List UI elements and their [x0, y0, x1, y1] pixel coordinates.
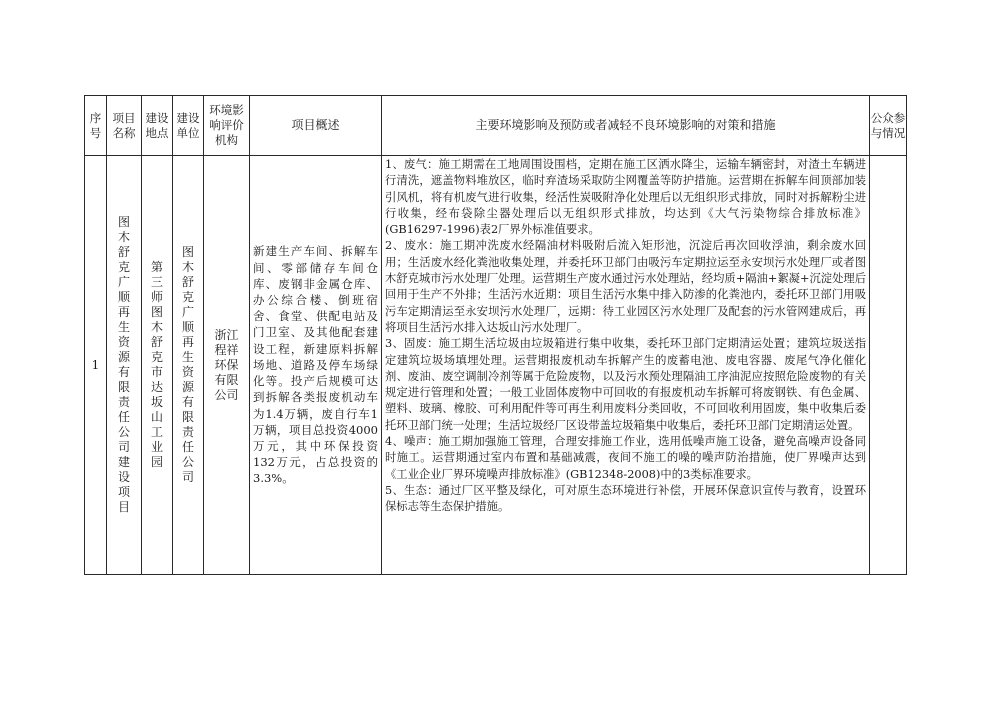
cell-measures	[382, 156, 870, 575]
header-public: 公众参与情况	[870, 96, 907, 156]
header-builder: 建设单位	[173, 96, 204, 156]
header-index: 序号	[85, 96, 107, 156]
eia-agency-text: 浙江程祥环保有限公司	[214, 327, 239, 402]
measure-noise: 4、噪声：施工期加强施工管理，合理安排施工作业，选用低噪声施工设备，避免高噪声设备同时施工。运营期通过室内布置和基础减震，夜间不施工的噪的噪声防治措施，使厂界噪声达到《工业企业厂界环境噪声排放标准》(GB12348-2008)中的3类标准要求。	[385, 435, 866, 481]
cell-eia-agency	[204, 156, 250, 575]
measure-ecology: 5、生态：通过厂区平整及绿化，可对原生态环境进行补偿，开展环保意识宣传与教育，设置环保标志等生态保护措施。	[385, 483, 866, 514]
eia-table	[84, 95, 907, 575]
header-overview: 项目概述	[250, 96, 382, 156]
measure-air: 1、废气：施工期需在工地周围设围档，定期在施工区洒水降尘，运输车辆密封，对渣土车辆进行清洗，遮盖物料堆放区，临时弃渣场采取防尘网覆盖等防护措施。运营期在拆解车间顶部加装引风机，将有机废气进行收集，经活性炭吸附净化处理后以无组织形式排放，同时对拆解粉尘进行收集，经布袋除尘器处理后以无组织形式排放，均达到《大气污染物综合排放标准》(GB16297-1996)表2厂界外标准值要求。	[385, 158, 866, 237]
builder-text: 图木舒克广顺再生资源有限责任公司	[181, 245, 194, 484]
table-row	[85, 156, 907, 575]
header-project-name: 项目名称	[107, 96, 142, 156]
cell-public	[870, 156, 907, 575]
project-name-text: 图木舒克广顺再生资源有限责任公司建设项目	[117, 215, 130, 514]
measure-water: 2、废水：施工期冲洗废水经隔油材料吸附后流入矩形池，沉淀后再次回收浮油，剩余废水回用；生活废水经化粪池收集处理，并委托环卫部门由吸污车定期拉运至永安坝污水处理厂或者图木舒克城市污水处理厂处理。运营期生产废水通过污水处理站，经均质+隔油+絮凝+沉淀处理后回用于生产不外排；生活污水近期：项目生活污水集中排入防渗的化粪池内，委托环卫部门用吸污车定期清运至永安坝污水处理厂，远期：待工业园区污水处理厂及配套的污水管网建成后，再将项目生活污水排入达坂山污水处理厂。	[385, 239, 866, 334]
cell-builder	[173, 156, 204, 575]
cell-project-name	[107, 156, 142, 575]
measure-solid-waste: 3、固废：施工期生活垃圾由垃圾箱进行集中收集，委托环卫部门定期清运处置；建筑垃圾送指定建筑垃圾场填埋处理。运营期报废机动车拆解产生的废蓄电池、废电容器、废尾气净化催化剂、废油、废空调制冷剂等属于危险废物，以及污水预处理隔油工序油泥应按照危险废物的有关规定进行管理和处置；一般工业固体废物中可回收的有报废机动车拆解可将废钢铁、有色金属、塑料、玻璃、橡胶、可利用配件等可再生利用废料分类回收，不可回收利用固废，集中收集后委托环卫部门统一处理；生活垃圾经厂区设带盖垃圾箱集中收集后，委托环卫部门定期清运处置。	[385, 337, 866, 432]
location-text: 第三师图木舒克市达坂山工业园	[150, 260, 163, 469]
header-eia-agency: 环境影响评价机构	[204, 96, 250, 156]
header-location: 建设地点	[142, 96, 173, 156]
cell-index: 1	[85, 156, 107, 575]
cell-location	[142, 156, 173, 575]
table-header-row	[85, 96, 907, 156]
header-measures: 主要环境影响及预防或者减轻不良环境影响的对策和措施	[382, 96, 870, 156]
cell-overview	[250, 156, 382, 575]
overview-text: 新建生产车间、拆解车间、零部储存车间仓库、废钢非金属仓库、办公综合楼、倒班宿舍、食堂、供配电站及门卫室、及其他配套建设工程，新建原料拆解场地、道路及停车场绿化等。投产后规模可达到拆解各类报废机动车为1.4万辆，废自行车1万辆，项目总投资4000万元，其中环保投资132万元，占总投资的3.3%。	[253, 244, 378, 486]
